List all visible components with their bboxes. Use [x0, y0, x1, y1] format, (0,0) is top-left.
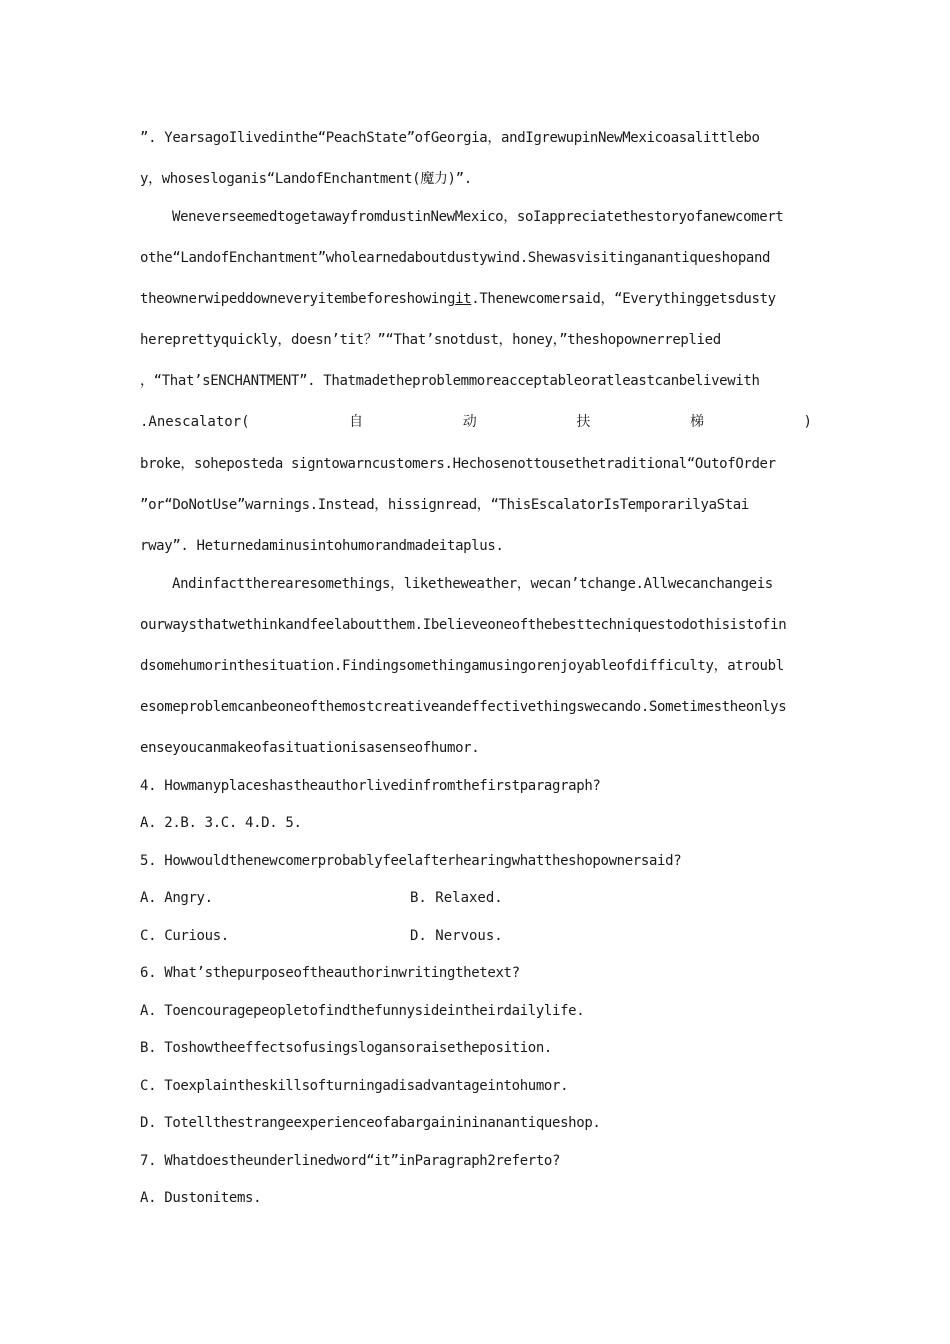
paragraph-2-line-1: WeneverseemedtogetawayfromdustinNewMexico，soIappreciatethestoryofanewcomert [172, 209, 784, 225]
question-6-option-b: B. Toshowtheeffectsofusingslogansoraisetheposition. [140, 1040, 553, 1056]
gloss-char: 动 [462, 414, 477, 430]
paragraph-1-line-1: ”. YearsagoIlivedinthe“PeachState”ofGeorgia，andIgrewupinNewMexicoasalittlebo [140, 130, 760, 146]
paragraph-2-line-6 [140, 412, 812, 432]
underlined-word-it: it [455, 291, 472, 307]
question-4: 4. Howmanyplaceshastheauthorlivedinfromthefirstparagraph? [140, 778, 601, 794]
question-5-option-b: B. Relaxed. [410, 890, 503, 906]
question-6: 6. What’sthepurposeoftheauthorinwritingthetext? [140, 965, 520, 981]
question-7: 7. Whatdoestheunderlinedword“it”inParagraph2referto? [140, 1153, 561, 1169]
question-5-option-c: C. Curious. [140, 928, 229, 944]
line-text-before: theownerwipeddowneveryitembeforeshowing [140, 291, 456, 307]
question-5-option-a: A. Angry. [140, 890, 213, 906]
escalator-word: .Anescalator( [140, 414, 250, 430]
paragraph-3-line-3: dsomehumorinthesituation.Findingsomethingamusingorenjoyableofdifficulty，atroubl [140, 658, 784, 674]
gloss-close-paren: ) [803, 414, 812, 430]
line-text-after: .Thenewcomersaid，“Everythinggetsdusty [471, 291, 776, 307]
question-6-option-a: A. Toencouragepeopletofindthefunnysideintheirdailylife. [140, 1003, 585, 1019]
paragraph-2-line-3 [140, 289, 812, 309]
paragraph-1-line-2: y，whosesloganis“LandofEnchantment(魔力)”. [140, 171, 472, 187]
paragraph-3-line-1: Andinfacttherearesomethings，liketheweather，wecan’tchange.Allwecanchangeis [172, 576, 773, 592]
gloss-char: 扶 [576, 414, 591, 430]
question-6-option-c: C. Toexplaintheskillsofturningadisadvantageintohumor. [140, 1078, 569, 1094]
question-4-options: A. 2.B. 3.C. 4.D. 5. [140, 815, 302, 831]
question-7-option-a: A. Dustonitems. [140, 1190, 262, 1206]
question-5: 5. Howwouldthenewcomerprobablyfeelafterhearingwhattheshopownersaid? [140, 853, 682, 869]
paragraph-2-line-8: ”or“DoNotUse”warnings.Instead，hissignread，“ThisEscalatorIsTemporarilyaStai [140, 497, 749, 513]
gloss-char: 梯 [689, 414, 704, 430]
paragraph-2-line-9: rway”. Heturnedaminusintohumorandmadeitaplus. [140, 538, 504, 554]
paragraph-3-line-5: enseyoucanmakeofasituationisasenseofhumor. [140, 740, 480, 756]
paragraph-2-line-4: hereprettyquickly，doesn’tit？”“That’snotdust，honey，”theshopownerreplied [140, 332, 721, 348]
question-5-option-d: D. Nervous. [410, 928, 503, 944]
gloss-char: 自 [349, 414, 364, 430]
paragraph-2-line-2: othe“LandofEnchantment”wholearnedaboutdustywind.Shewasvisitinganantiqueshopand [140, 250, 771, 266]
paragraph-2-line-7: broke，soheposteda signtowarncustomers.Hechosenottousethetraditional“OutofOrder [140, 456, 776, 472]
question-6-option-d: D. Totellthestrangeexperienceofabargainininanantiqueshop. [140, 1115, 601, 1131]
paragraph-2-line-5: ，“That’sENCHANTMENT”. Thatmadetheproblemmoreacceptableoratleastcanbelivewith [140, 373, 760, 389]
paragraph-3-line-4: esomeproblemcanbeoneofthemostcreativeandeffectivethingswecando.Sometimestheonlys [140, 699, 787, 715]
paragraph-3-line-2: ourwaysthatwethinkandfeelaboutthem.Ibelieveoneofthebesttechniquestodothisistofin [140, 617, 787, 633]
